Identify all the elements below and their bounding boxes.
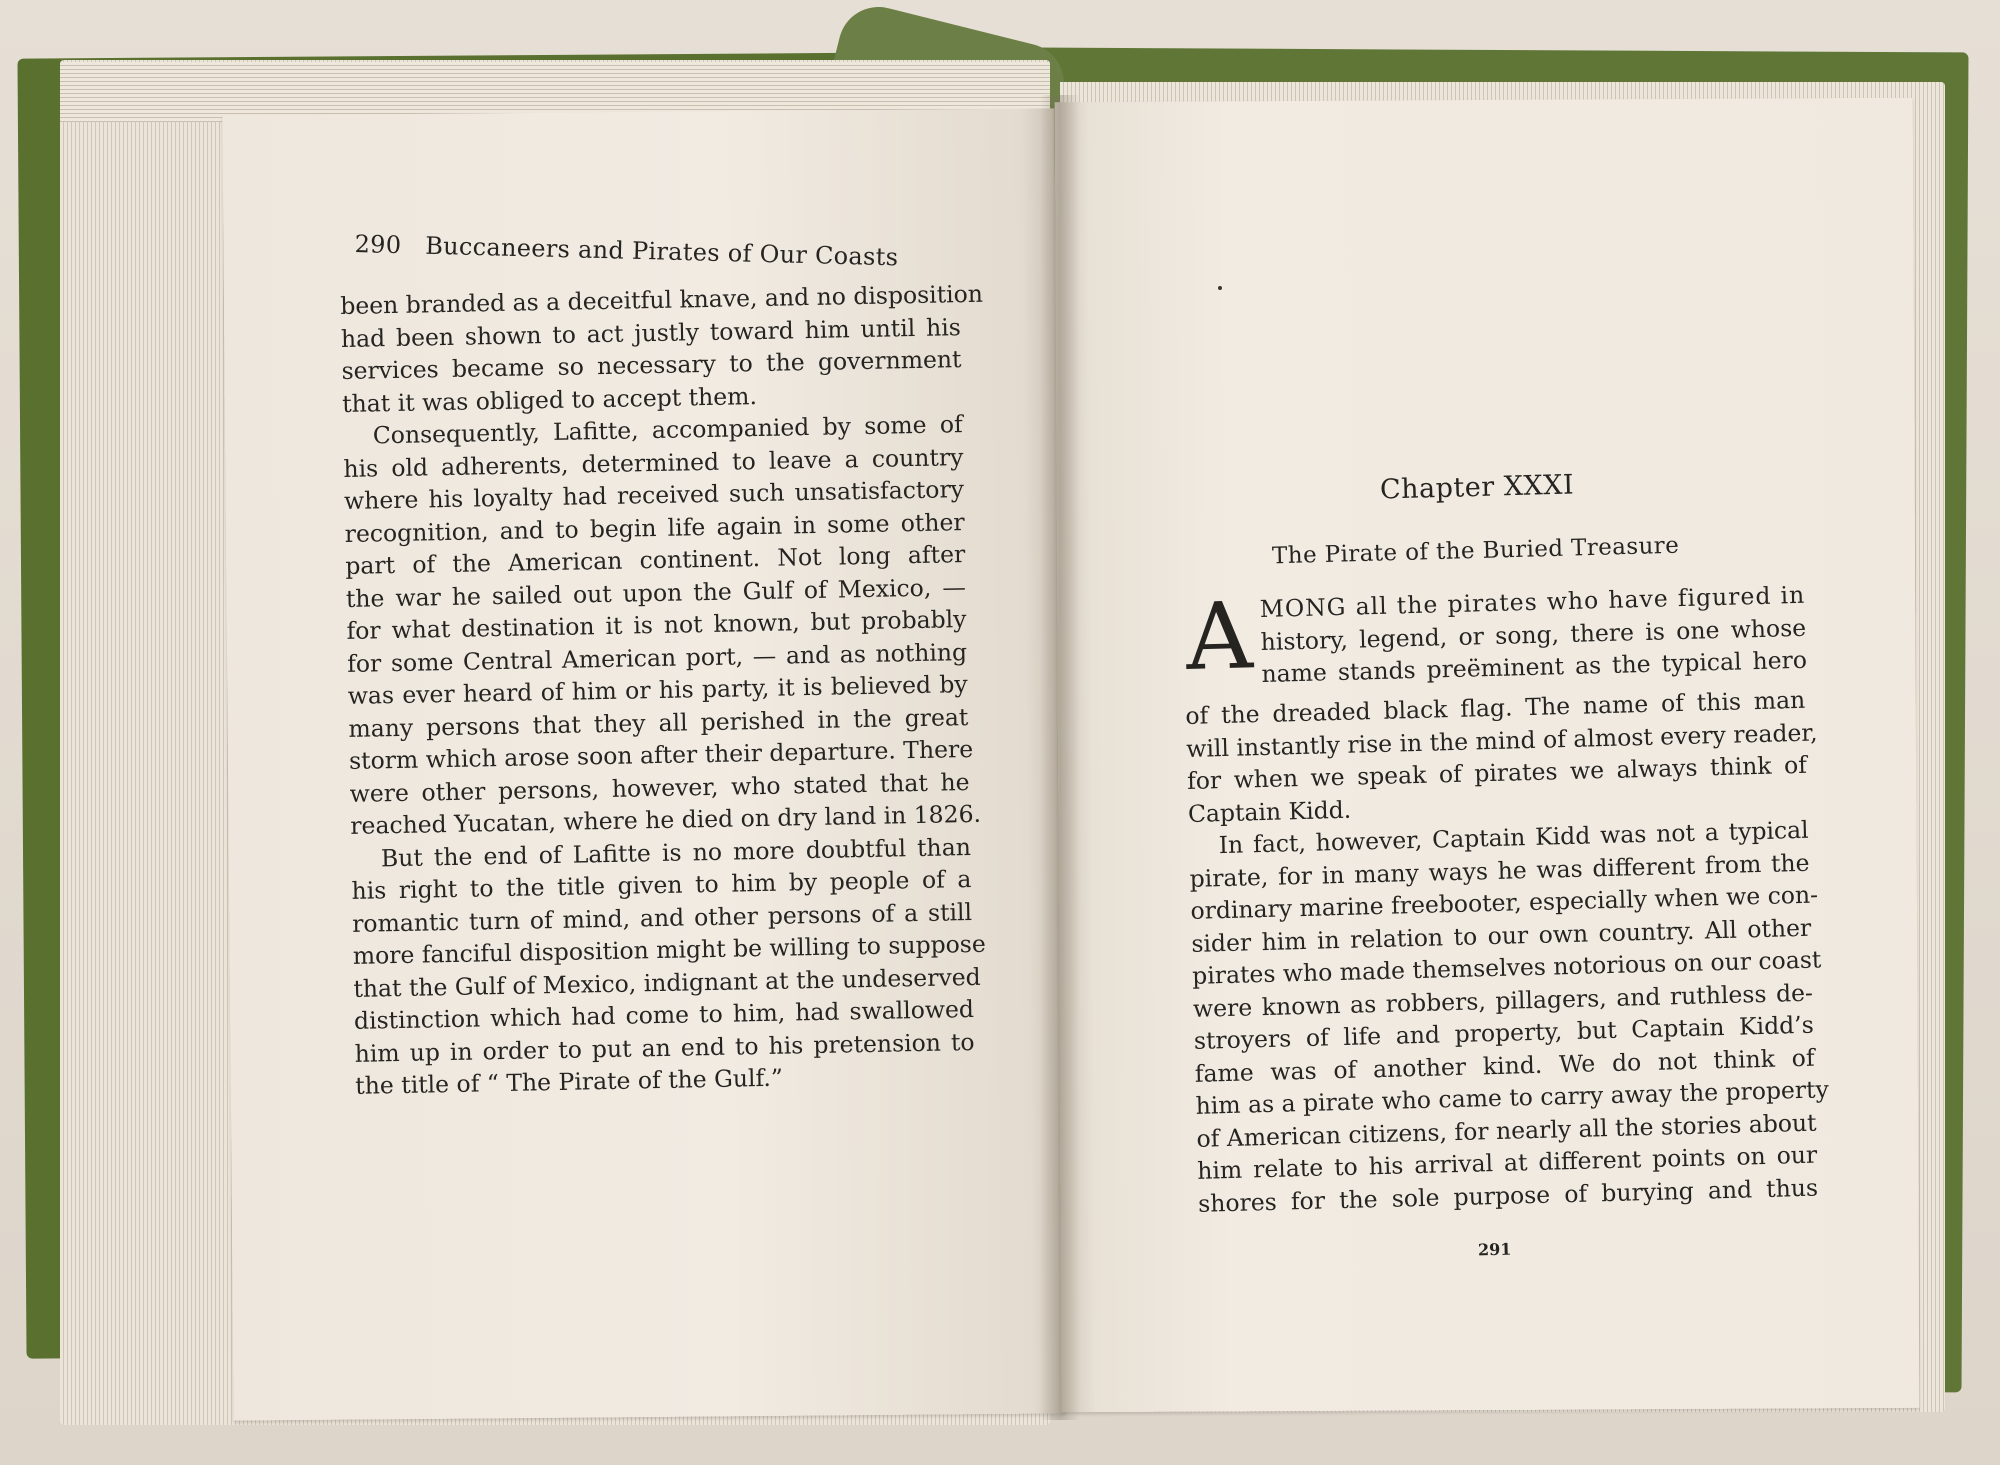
text-line: In fact, however, Captain Kidd was not a typical	[1218, 815, 1809, 860]
text-line: of American citizens, for nearly all the stories about	[1196, 1108, 1817, 1153]
text-line: name stands preëminent as the typical hero	[1261, 645, 1808, 689]
text-line: Consequently, Lafitte, accompanied by some of	[372, 410, 963, 450]
text-line: more fanciful disposition might be willing to suppose	[352, 929, 987, 970]
right-page-body	[1185, 684, 1830, 1220]
text-line: fame was of another kind. We do not think of	[1194, 1043, 1815, 1088]
text-line: that it was obliged to accept them.	[341, 381, 758, 418]
text-line: him up in order to put an end to his pretension to	[354, 1027, 975, 1068]
text-line: for when we speak of pirates we always think of	[1186, 750, 1808, 795]
text-line: romantic turn of mind, and other persons of a still	[351, 897, 973, 938]
drop-cap: A	[1184, 582, 1254, 691]
text-line: were known as robbers, pillagers, and ruthless de-	[1192, 978, 1814, 1023]
text-line: his old adherents, determined to leave a country	[343, 442, 964, 483]
text-line: had been shown to act justly toward him until his	[340, 312, 962, 353]
text-line: were other persons, however, who stated that he	[349, 767, 970, 808]
text-line: recognition, and to begin life again in some other	[344, 507, 965, 548]
text-line: his right to the title given to him by people of a	[351, 864, 972, 905]
text-line: for what destination it is not known, but probably	[346, 605, 967, 645]
chapter-title: Chapter XXXI	[1379, 469, 1575, 506]
text-line: been branded as a deceitful knave, and no disposition	[340, 279, 984, 320]
text-line: the war he sailed out upon the Gulf of Mexico, —	[345, 572, 967, 613]
gutter-shadow	[1040, 95, 1080, 1420]
text-line: sider him in relation to our own country. All other	[1191, 913, 1812, 958]
text-line: stroyers of life and property, but Captain Kidd’s	[1193, 1010, 1815, 1055]
text-line: will instantly rise in the mind of almost every reader,	[1185, 717, 1818, 763]
chapter-opening	[1185, 579, 1807, 693]
text-line: pirate, for in many ways he was different from the	[1189, 848, 1810, 893]
text-line: where his loyalty had received such unsatisfactory	[343, 475, 965, 515]
text-line: many persons that they all perished in the great	[348, 702, 969, 743]
text-line: services became so necessary to the government	[341, 345, 962, 385]
text-line: the title of “ The Pirate of the Gulf.”	[355, 1063, 784, 1100]
text-line: part of the American continent. Not long after	[345, 540, 966, 580]
text-line: him as a pirate who came to carry away the property	[1195, 1075, 1830, 1120]
text-line: pirates who made themselves notorious on our coast	[1191, 945, 1822, 990]
text-line: ordinary marine freebooter, especially when we con-	[1190, 880, 1819, 925]
text-line: storm which arose soon after their departure. There	[348, 734, 974, 775]
right-page-number: 291	[1477, 1239, 1512, 1260]
text-line: history, legend, or song, there is one whose	[1260, 613, 1807, 656]
text-line: shores for the sole purpose of burying and thus	[1197, 1173, 1819, 1218]
ink-speck	[1218, 286, 1222, 290]
text-line: reached Yucatan, where he died on dry land in 1826.	[350, 799, 982, 840]
text-line: that the Gulf of Mexico, indignant at the undeserved	[353, 962, 981, 1003]
text-line: was ever heard of him or his party, it is believed by	[347, 670, 968, 710]
text-line: him relate to his arrival at different points on our	[1196, 1140, 1818, 1185]
text-line: MONG all the pirates who have figured in	[1259, 580, 1806, 624]
chapter-subtitle: The Pirate of the Buried Treasure	[1271, 532, 1680, 570]
text-line: But the end of Lafitte is no more doubtful than	[380, 832, 972, 872]
text-line: of the dreaded black flag. The name of this man	[1185, 685, 1806, 730]
text-line: for some Central American port, — and as nothing	[346, 637, 968, 678]
running-head-title: Buccaneers and Pirates of Our Coasts	[424, 231, 899, 272]
text-line: distinction which had come to him, had swallowed	[353, 994, 975, 1035]
left-page-body	[340, 278, 987, 1102]
text-line: Captain Kidd.	[1187, 795, 1352, 828]
left-page-number: 290	[354, 230, 402, 260]
